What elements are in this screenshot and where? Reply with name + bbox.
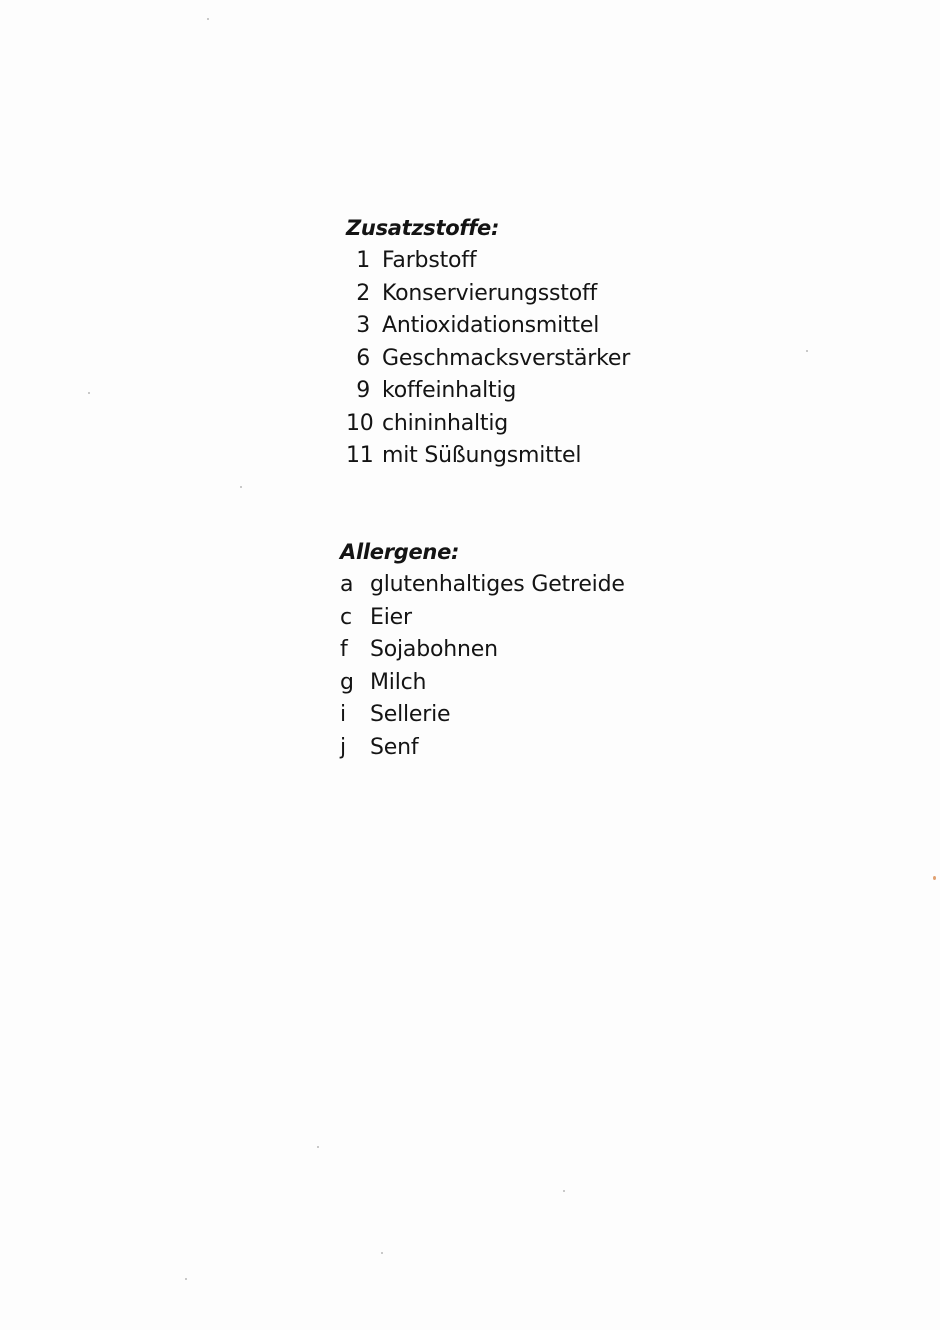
- allergen-item: [340, 602, 625, 635]
- allergens-list: [340, 569, 625, 764]
- allergen-code: i: [340, 702, 346, 727]
- additive-item: [346, 278, 630, 311]
- additive-code: 9: [356, 378, 370, 403]
- allergen-label: Senf: [370, 734, 419, 760]
- scan-speck: [381, 1252, 383, 1254]
- scan-speck: [806, 350, 808, 352]
- additive-label: koffeinhaltig: [382, 378, 517, 403]
- allergen-code: j: [340, 734, 346, 760]
- scan-speck: [563, 1190, 565, 1192]
- additive-item: [346, 343, 630, 376]
- allergens-heading: Allergene:: [340, 540, 460, 564]
- allergen-item: [340, 569, 625, 602]
- additive-item: [346, 440, 630, 473]
- additive-item: [346, 245, 630, 278]
- allergen-code: a: [340, 572, 354, 597]
- additive-label: Farbstoff: [382, 248, 477, 273]
- scan-speck: [240, 486, 242, 488]
- additive-item: [346, 375, 630, 408]
- allergen-label: glutenhaltiges Getreide: [370, 572, 625, 597]
- additives-section: [346, 213, 630, 473]
- allergen-label: Eier: [370, 604, 412, 630]
- additive-item: [346, 408, 630, 441]
- allergen-item: [340, 732, 625, 765]
- scan-speck: [207, 18, 209, 20]
- additive-label: mit Süßungsmittel: [382, 443, 582, 468]
- allergen-label: Milch: [370, 669, 427, 695]
- allergens-section: [340, 537, 625, 764]
- additive-code: 3: [356, 313, 370, 338]
- additives-heading: Zusatzstoffe:: [346, 216, 500, 240]
- allergen-item: [340, 667, 625, 700]
- additive-label: Konservierungsstoff: [382, 280, 598, 306]
- scan-speck: [88, 392, 90, 394]
- additives-list: [346, 245, 630, 473]
- allergen-item: [340, 699, 625, 732]
- additive-code: 11: [346, 443, 374, 468]
- allergen-code: g: [340, 669, 354, 695]
- allergen-code: f: [340, 637, 348, 662]
- additive-label: Geschmacksverstärker: [382, 345, 631, 371]
- scan-speck: [933, 876, 936, 880]
- scan-speck: [185, 1278, 187, 1280]
- additive-label: chininhaltig: [382, 410, 508, 436]
- additive-code: 10: [346, 410, 374, 436]
- additive-code: 1: [356, 248, 370, 273]
- additive-code: 2: [356, 280, 370, 306]
- additive-item: [346, 310, 630, 343]
- allergen-label: Sojabohnen: [370, 637, 498, 662]
- allergen-label: Sellerie: [370, 702, 451, 727]
- scan-speck: [317, 1146, 319, 1148]
- allergen-item: [340, 634, 625, 667]
- additive-label: Antioxidationsmittel: [382, 313, 600, 338]
- allergen-code: c: [340, 604, 352, 630]
- additive-code: 6: [356, 345, 370, 371]
